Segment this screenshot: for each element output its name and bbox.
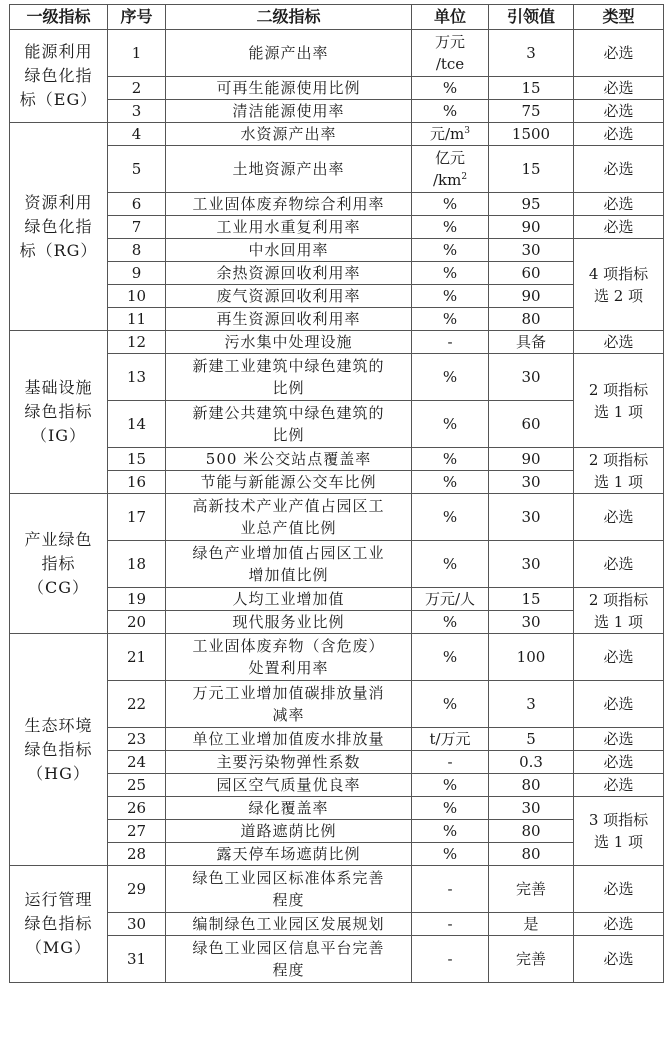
- indicator-cell: 清洁能源使用率: [166, 100, 412, 123]
- table-row: [10, 751, 664, 774]
- seq-cell: 3: [108, 100, 166, 123]
- seq-cell: 8: [108, 239, 166, 262]
- table-row: [10, 146, 664, 193]
- type-cell-choose-1-of-3: 3 项指标 选 1 项: [574, 797, 664, 866]
- table-row: [10, 239, 664, 262]
- unit-cell: -: [412, 913, 489, 936]
- indicator-cell: 人均工业增加值: [166, 588, 412, 611]
- table-row: [10, 820, 664, 843]
- type-cell: 必选: [574, 634, 664, 681]
- table-row: [10, 774, 664, 797]
- indicator-cell: 道路遮荫比例: [166, 820, 412, 843]
- target-cell: 90: [489, 216, 574, 239]
- indicator-cell: 绿色工业园区标准体系完善 程度: [166, 866, 412, 913]
- indicator-cell: 节能与新能源公交车比例: [166, 471, 412, 494]
- unit-cell: 元$/m^3$: [412, 123, 489, 146]
- table-row: [10, 634, 664, 681]
- indicator-cell: 绿色工业园区信息平台完善 程度: [166, 936, 412, 983]
- seq-cell: 17: [108, 494, 166, 541]
- target-cell: 15: [489, 146, 574, 193]
- table-row: [10, 30, 664, 77]
- target-cell: 30: [489, 494, 574, 541]
- target-cell: 30: [489, 239, 574, 262]
- seq-cell: 15: [108, 448, 166, 471]
- type-cell: 必选: [574, 146, 664, 193]
- indicator-cell: 工业固体废弃物（含危废） 处置利用率: [166, 634, 412, 681]
- indicator-cell: 新建工业建筑中绿色建筑的 比例: [166, 354, 412, 401]
- type-cell-choose-1-of-2: 2 项指标 选 1 项: [574, 448, 664, 494]
- unit-cell: %: [412, 541, 489, 588]
- indicator-cell: 露天停车场遮荫比例: [166, 843, 412, 866]
- unit-cell: %: [412, 448, 489, 471]
- seq-cell: 24: [108, 751, 166, 774]
- type-cell: 必选: [574, 193, 664, 216]
- type-cell: 必选: [574, 728, 664, 751]
- seq-cell: 7: [108, 216, 166, 239]
- type-cell: 必选: [574, 913, 664, 936]
- seq-cell: 23: [108, 728, 166, 751]
- seq-cell: 4: [108, 123, 166, 146]
- seq-cell: 29: [108, 866, 166, 913]
- type-cell: 必选: [574, 216, 664, 239]
- seq-cell: 28: [108, 843, 166, 866]
- header-seq: 序号: [108, 5, 166, 30]
- table-row: [10, 285, 664, 308]
- unit-cell: -: [412, 331, 489, 354]
- table-row: [10, 588, 664, 611]
- seq-cell: 25: [108, 774, 166, 797]
- seq-cell: 1: [108, 30, 166, 77]
- type-cell: 必选: [574, 866, 664, 913]
- target-cell: 15: [489, 77, 574, 100]
- table-row: [10, 100, 664, 123]
- unit-cell: %: [412, 262, 489, 285]
- seq-cell: 5: [108, 146, 166, 193]
- table-row: [10, 262, 664, 285]
- indicator-cell: 高新技术产业产值占园区工 业总产值比例: [166, 494, 412, 541]
- table-row: [10, 681, 664, 728]
- table-row: [10, 728, 664, 751]
- unit-cell: %: [412, 634, 489, 681]
- indicator-cell: 现代服务业比例: [166, 611, 412, 634]
- indicator-cell: 能源产出率: [166, 30, 412, 77]
- unit-cell: %: [412, 611, 489, 634]
- category-cell-rg: 资源利用 绿色化指 标（RG）: [10, 123, 108, 331]
- indicator-cell: 主要污染物弹性系数: [166, 751, 412, 774]
- type-cell: 必选: [574, 751, 664, 774]
- type-cell: 必选: [574, 100, 664, 123]
- unit-cell: %: [412, 77, 489, 100]
- unit-cell: %: [412, 820, 489, 843]
- target-cell: 90: [489, 448, 574, 471]
- target-cell: 80: [489, 820, 574, 843]
- table-row: [10, 843, 664, 866]
- seq-cell: 30: [108, 913, 166, 936]
- unit-cell: %: [412, 216, 489, 239]
- header-type: 类型: [574, 5, 664, 30]
- indicator-cell: 500 米公交站点覆盖率: [166, 448, 412, 471]
- table-row: [10, 936, 664, 983]
- seq-cell: 21: [108, 634, 166, 681]
- category-cell-ig: 基础设施 绿色指标 （IG）: [10, 331, 108, 494]
- table-row: [10, 866, 664, 913]
- category-cell-hg: 生态环境 绿色指标 （HG）: [10, 634, 108, 866]
- indicator-cell: 余热资源回收利用率: [166, 262, 412, 285]
- header-indicator: 二级指标: [166, 5, 412, 30]
- indicator-cell: 水资源产出率: [166, 123, 412, 146]
- header-category: 一级指标: [10, 5, 108, 30]
- indicator-cell: 新建公共建筑中绿色建筑的 比例: [166, 401, 412, 448]
- target-cell: 30: [489, 471, 574, 494]
- type-cell-choose-2-of-4: 4 项指标 选 2 项: [574, 239, 664, 331]
- type-cell: 必选: [574, 30, 664, 77]
- table-row: [10, 401, 664, 448]
- seq-cell: 27: [108, 820, 166, 843]
- unit-cell: %: [412, 843, 489, 866]
- seq-cell: 20: [108, 611, 166, 634]
- unit-cell: %: [412, 285, 489, 308]
- seq-cell: 14: [108, 401, 166, 448]
- table-row: [10, 331, 664, 354]
- type-cell: 必选: [574, 77, 664, 100]
- table-row: [10, 216, 664, 239]
- indicator-cell: 单位工业增加值废水排放量: [166, 728, 412, 751]
- table-row: [10, 541, 664, 588]
- indicator-cell: 中水回用率: [166, 239, 412, 262]
- table-row: [10, 471, 664, 494]
- unit-cell: %: [412, 100, 489, 123]
- target-cell: 5: [489, 728, 574, 751]
- target-cell: 80: [489, 774, 574, 797]
- target-cell: 30: [489, 797, 574, 820]
- type-cell: 必选: [574, 681, 664, 728]
- type-cell: 必选: [574, 123, 664, 146]
- indicator-cell: 工业用水重复利用率: [166, 216, 412, 239]
- target-cell: 60: [489, 262, 574, 285]
- seq-cell: 31: [108, 936, 166, 983]
- table-row: [10, 308, 664, 331]
- unit-cell: %: [412, 471, 489, 494]
- unit-cell: -: [412, 866, 489, 913]
- unit-cell: 万元/人: [412, 588, 489, 611]
- type-cell: 必选: [574, 774, 664, 797]
- indicator-cell: 土地资源产出率: [166, 146, 412, 193]
- indicator-cell: 再生资源回收利用率: [166, 308, 412, 331]
- indicator-cell: 可再生能源使用比例: [166, 77, 412, 100]
- seq-cell: 18: [108, 541, 166, 588]
- category-cell-cg: 产业绿色 指标 （CG）: [10, 494, 108, 634]
- table-row: [10, 193, 664, 216]
- unit-cell: %: [412, 239, 489, 262]
- unit-cell: 亿元 $/km^2$: [412, 146, 489, 193]
- seq-cell: 2: [108, 77, 166, 100]
- table-row: [10, 494, 664, 541]
- indicator-cell: 废气资源回收利用率: [166, 285, 412, 308]
- indicator-cell: 绿色产业增加值占园区工业 增加值比例: [166, 541, 412, 588]
- indicator-cell: 园区空气质量优良率: [166, 774, 412, 797]
- type-cell: 必选: [574, 331, 664, 354]
- target-cell: 1500: [489, 123, 574, 146]
- table-row: [10, 797, 664, 820]
- seq-cell: 13: [108, 354, 166, 401]
- table-row: [10, 123, 664, 146]
- seq-cell: 19: [108, 588, 166, 611]
- unit-cell: %: [412, 193, 489, 216]
- category-cell-mg: 运行管理 绿色指标 （MG）: [10, 866, 108, 983]
- target-cell: 0.3: [489, 751, 574, 774]
- target-cell: 30: [489, 354, 574, 401]
- seq-cell: 16: [108, 471, 166, 494]
- target-cell: 具备: [489, 331, 574, 354]
- type-cell: 必选: [574, 936, 664, 983]
- type-cell: 必选: [574, 494, 664, 541]
- target-cell: 100: [489, 634, 574, 681]
- unit-cell: 万元 /tce: [412, 30, 489, 77]
- table-row: [10, 611, 664, 634]
- category-cell-eg: 能源利用 绿色化指 标（EG）: [10, 30, 108, 123]
- indicator-cell: 万元工业增加值碳排放量消 减率: [166, 681, 412, 728]
- seq-cell: 22: [108, 681, 166, 728]
- seq-cell: 26: [108, 797, 166, 820]
- target-cell: 15: [489, 588, 574, 611]
- type-cell-choose-1-of-2: 2 项指标 选 1 项: [574, 354, 664, 448]
- target-cell: 90: [489, 285, 574, 308]
- indicator-cell: 绿化覆盖率: [166, 797, 412, 820]
- unit-cell: %: [412, 308, 489, 331]
- seq-cell: 10: [108, 285, 166, 308]
- target-cell: 95: [489, 193, 574, 216]
- table-row: [10, 913, 664, 936]
- header-unit: 单位: [412, 5, 489, 30]
- target-cell: 75: [489, 100, 574, 123]
- unit-cell: %: [412, 354, 489, 401]
- target-cell: 80: [489, 843, 574, 866]
- table-row: [10, 354, 664, 401]
- target-cell: 80: [489, 308, 574, 331]
- table-header-row: [10, 5, 664, 30]
- target-cell: 30: [489, 611, 574, 634]
- indicator-cell: 污水集中处理设施: [166, 331, 412, 354]
- type-cell: 必选: [574, 541, 664, 588]
- target-cell: 3: [489, 30, 574, 77]
- unit-cell: %: [412, 797, 489, 820]
- type-cell-choose-1-of-2: 2 项指标 选 1 项: [574, 588, 664, 634]
- indicator-cell: 编制绿色工业园区发展规划: [166, 913, 412, 936]
- target-cell: 完善: [489, 866, 574, 913]
- target-cell: 3: [489, 681, 574, 728]
- target-cell: 完善: [489, 936, 574, 983]
- unit-cell: %: [412, 681, 489, 728]
- green-industrial-park-indicator-table: [9, 4, 664, 983]
- target-cell: 30: [489, 541, 574, 588]
- target-cell: 是: [489, 913, 574, 936]
- seq-cell: 12: [108, 331, 166, 354]
- unit-cell: -: [412, 751, 489, 774]
- unit-cell: %: [412, 401, 489, 448]
- table-row: [10, 77, 664, 100]
- unit-cell: %: [412, 494, 489, 541]
- unit-cell: %: [412, 774, 489, 797]
- table-row: [10, 448, 664, 471]
- indicator-cell: 工业固体废弃物综合利用率: [166, 193, 412, 216]
- seq-cell: 6: [108, 193, 166, 216]
- unit-cell: -: [412, 936, 489, 983]
- unit-cell: t/万元: [412, 728, 489, 751]
- seq-cell: 9: [108, 262, 166, 285]
- target-cell: 60: [489, 401, 574, 448]
- header-target: 引领值: [489, 5, 574, 30]
- seq-cell: 11: [108, 308, 166, 331]
